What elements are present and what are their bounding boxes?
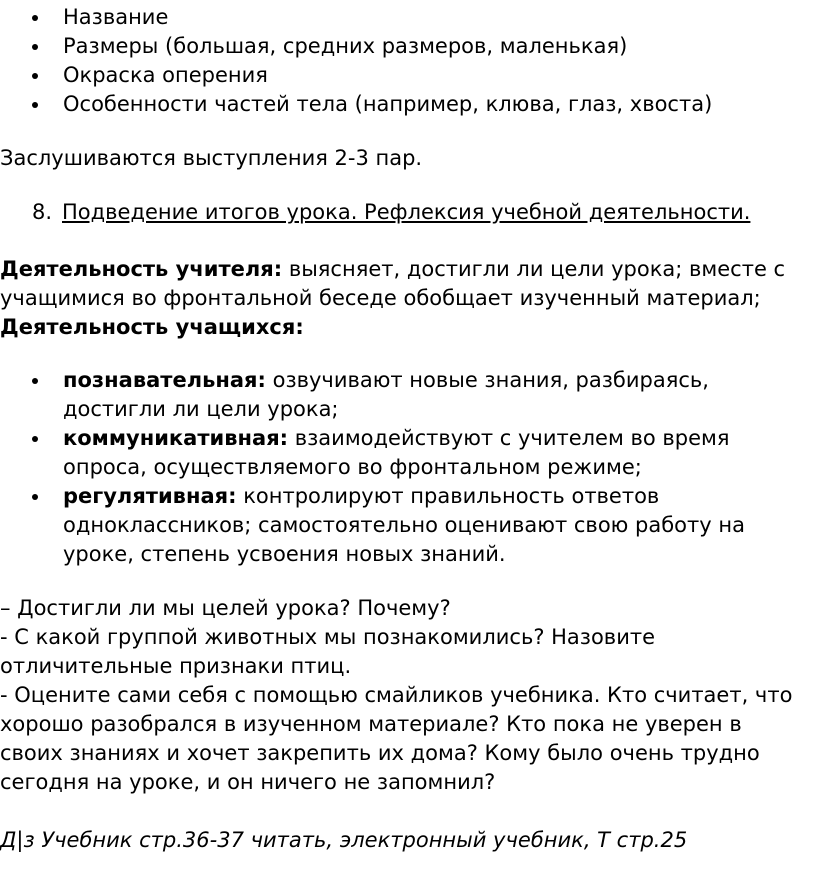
list-item: Размеры (большая, средних размеров, маленькая) — [0, 32, 712, 61]
list-item: Окраска оперения — [0, 61, 712, 90]
teacher-label: Деятельность учителя: — [0, 257, 283, 281]
bullet-icon — [32, 102, 38, 108]
reflection-questions: – Достигли ли мы целей урока? Почему? - С какой группой животных мы познакомились? Назовите отличительные признаки птиц. - Оцените сами себя с помощью смайликов учебника. Кто считает, что хорошо разобрался в изученном материале? Кто пока не уверен в своих знаниях и хочет закрепить их дома? Кому было очень трудно сегодня на уроке, и он ничего не запомнил? — [0, 596, 793, 794]
teacher-activity: Деятельность учителя: выясняет, достигли ли цели урока; вместе с учащимися во фронтальной беседе обобщает изученный материал; Деятельность учащихся: — [0, 257, 786, 339]
step-number: 8. — [32, 200, 53, 224]
student-activity-list — [0, 366, 745, 569]
bullet-icon — [32, 44, 38, 50]
step-title: Подведение итогов урока. Рефлексия учебной деятельности. — [62, 200, 751, 224]
list-item: познавательная: озвучивают новые знания, разбираясь, достигли ли цели урока; — [0, 366, 745, 424]
homework-text: Д|з Учебник стр.36-37 читать, электронный учебник, Т стр.25 — [0, 828, 688, 852]
bullet-icon — [32, 436, 38, 442]
bullet-icon — [32, 15, 38, 21]
list-item: регулятивная: контролируют правильность ответов одноклассников; самостоятельно оценивают свою работу на уроке, степень усвоения новых знаний. — [0, 482, 745, 569]
presentations-text: Заслушиваются выступления 2-3 пар. — [0, 146, 423, 170]
bullet-icon — [32, 378, 38, 384]
bullet-icon — [32, 73, 38, 79]
list-item: Название — [0, 3, 712, 32]
list-item: коммуникативная: взаимодействуют с учителем во время опроса, осуществляемого во фронтальном режиме; — [0, 424, 745, 482]
features-list — [0, 3, 712, 119]
step-heading — [32, 198, 750, 227]
list-item: Особенности частей тела (например, клюва, глаз, хвоста) — [0, 90, 712, 119]
bullet-icon — [32, 494, 38, 500]
students-label: Деятельность учащихся: — [0, 315, 304, 339]
